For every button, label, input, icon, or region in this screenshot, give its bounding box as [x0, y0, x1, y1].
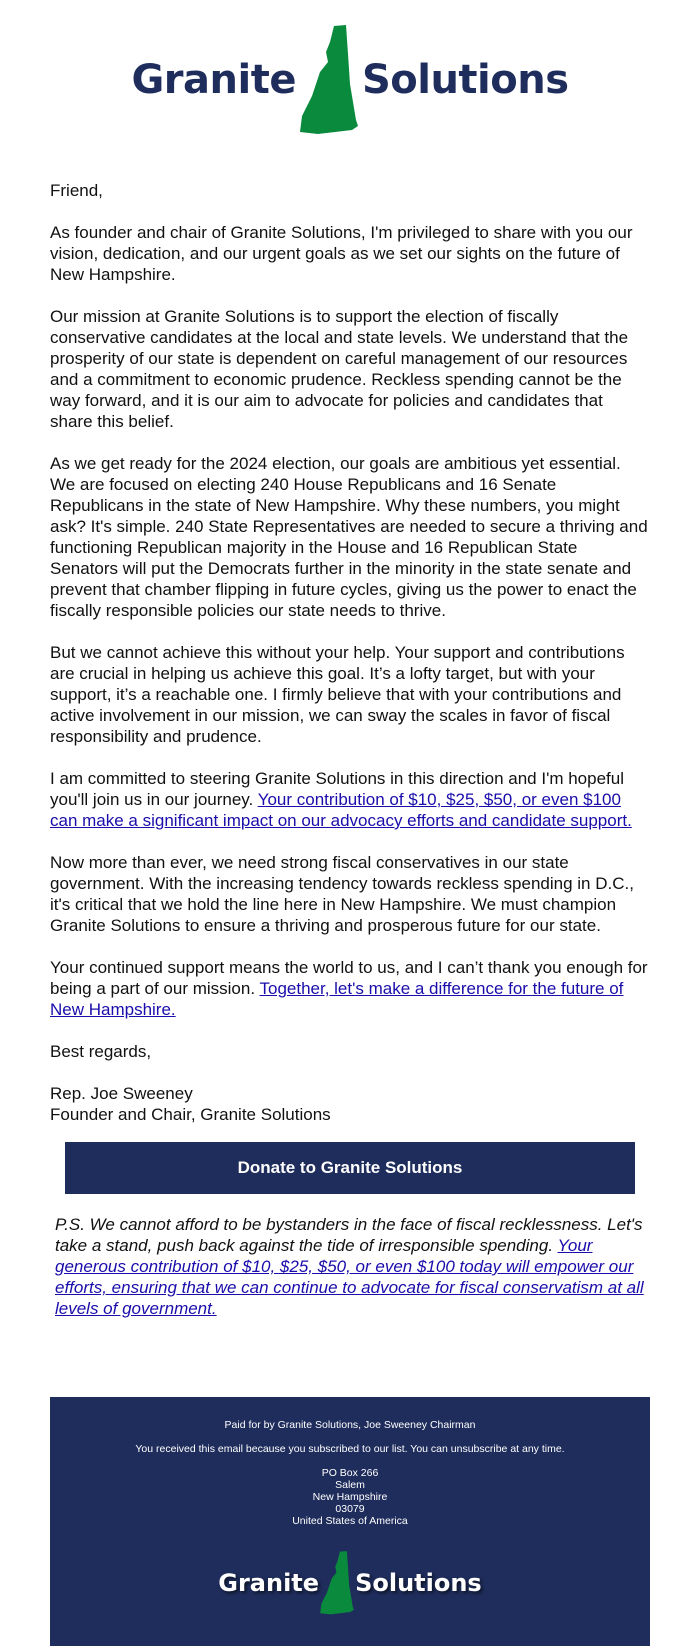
subscription-notice: You received this email because you subscribed to our list. You can unsubscribe at any time.	[135, 1443, 565, 1455]
paragraph: But we cannot achieve this without your help. Your support and contributions are crucial in helping us achieve this goal. It’s a lofty target, but with your support, it’s a reachable one. I firmly believe that with your contributions and active involvement in our mission, we can sway the scales in favor of fiscal responsibility and prudence.	[50, 643, 625, 746]
letter-body	[0, 130, 700, 1319]
paragraph: As we get ready for the 2024 election, our goals are ambitious yet essential. We are focused on electing 240 House Republicans and 16 Senate Republicans in the state of New Hampshire. Why these numbers, you might ask? It's simple. 240 State Representatives are needed to secure a thriving and functioning Republican majority in the House and 16 Republican State Senators will put the Democrats further in the minority in the state senate and prevent that chamber flipping in future cycles, giving us the power to enact the fiscally responsible policies our state needs to thrive.	[50, 454, 648, 620]
logo-word-solutions: Solutions	[355, 1569, 482, 1597]
signature-title: Founder and Chair, Granite Solutions	[50, 1105, 331, 1124]
header-logo	[0, 30, 700, 130]
paragraph: Now more than ever, we need strong fiscal conservatives in our state government. With the increasing tendency towards reckless spending in D.C., it's critical that we hold the line here in New Hampshire. We must champion Granite Solutions to ensure a thriving and prosperous future for our state.	[50, 853, 634, 935]
address-line: 03079	[335, 1503, 365, 1515]
paragraph-text: Your continued support means the world to us, and I can’t thank you enough for being a part of our mission.	[50, 958, 648, 998]
logo-word-solutions: Solutions	[361, 57, 569, 103]
logo-word-granite: Granite	[218, 1569, 320, 1597]
address-line: United States of America	[292, 1515, 408, 1527]
ps-contribution-link[interactable]: Your generous contribution of $10, $25, $50, or even $100 today will empower our efforts, ensuring that we can continue to advocate for fiscal conservatism at all levels of government.	[55, 1236, 644, 1318]
donate-button[interactable]: Donate to Granite Solutions	[65, 1142, 635, 1194]
signature	[50, 1083, 650, 1125]
new-hampshire-icon	[319, 1549, 355, 1617]
paragraph: As founder and chair of Granite Solutions, I'm privileged to share with you our vision, dedication, and our urgent goals as we set our sights on the future of New Hampshire.	[50, 223, 633, 284]
address-line: Salem	[335, 1479, 365, 1491]
paragraph-text: I am committed to steering Granite Solutions in this direction and I'm hopeful you'll join us in our journey.	[50, 769, 624, 809]
new-hampshire-icon	[298, 24, 360, 136]
footer	[50, 1397, 650, 1646]
ps-text: P.S. We cannot afford to be bystanders in the face of fiscal recklessness. Let's take a stand, push back against the tide of irresponsible spending.	[55, 1215, 643, 1255]
closing: Best regards,	[50, 1042, 152, 1061]
paragraph	[50, 768, 650, 831]
paragraph: Our mission at Granite Solutions is to support the election of fiscally conservative candidates at the local and state levels. We understand that the prosperity of our state is dependent on careful management of our resources and a commitment to economic prudence. Reckless spending cannot be the way forward, and it is our aim to advocate for policies and candidates that share this belief.	[50, 307, 629, 431]
postscript	[55, 1214, 645, 1319]
address-line: New Hampshire	[312, 1491, 388, 1503]
mailing-address	[50, 1467, 650, 1527]
paid-for-notice: Paid for by Granite Solutions, Joe Sweeney Chairman	[224, 1419, 476, 1431]
greeting: Friend,	[50, 181, 103, 200]
address-line: PO Box 266	[321, 1467, 379, 1479]
signature-name: Rep. Joe Sweeney	[50, 1084, 193, 1103]
difference-link[interactable]: Together, let's make a difference for the future of New Hampshire.	[50, 979, 624, 1019]
footer-logo	[50, 1549, 650, 1617]
contribution-link[interactable]: Your contribution of $10, $25, $50, or even $100 can make a significant impact on our advocacy efforts and candidate support.	[50, 790, 632, 830]
paragraph	[50, 957, 650, 1020]
logo-word-granite: Granite	[131, 57, 296, 103]
